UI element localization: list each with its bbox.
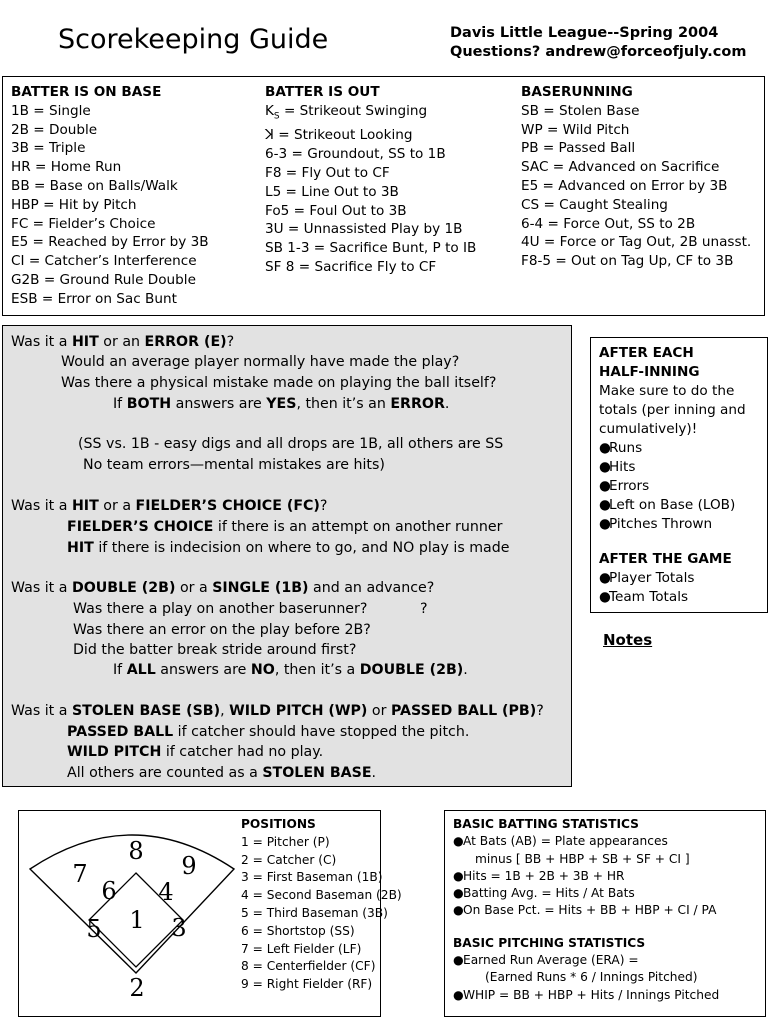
list-item: Fo5 = Foul Out to 3B	[265, 202, 407, 219]
positions-box	[18, 810, 402, 1017]
list-item: E5 = Reached by Error by 3B	[11, 234, 209, 251]
list-item: 1 = Pitcher (P)	[241, 834, 330, 849]
list-item: E5 = Advanced on Error by 3B	[521, 177, 728, 194]
bullet-icon: ●	[453, 903, 464, 918]
half-inning-heading-2: HALF-INNING	[599, 364, 700, 380]
list-item: 6 = Shortstop (SS)	[241, 923, 355, 938]
pitching-heading: BASIC PITCHING STATISTICS	[453, 935, 646, 950]
list-item: 5 = Third Baseman (3B)	[241, 905, 388, 920]
league-info	[450, 24, 746, 62]
on-base-column	[11, 83, 209, 309]
list-item: G2B = Ground Rule Double	[11, 271, 196, 288]
question-line: HIT if there is indecision on where to go, and NO play is made	[67, 540, 510, 556]
list-item: 3U = Unnassisted Play by 1B	[265, 221, 463, 238]
question-line: PASSED BALL if catcher should have stopped the pitch.	[67, 724, 470, 740]
list-item: ●Player Totals	[599, 570, 695, 586]
strikeout-swinging-symbol: K	[265, 102, 274, 119]
list-item: ●Left on Base (LOB)	[599, 497, 736, 513]
list-item: 9 = Right Fielder (RF)	[241, 977, 373, 992]
question-line: Was there an error on the play before 2B?	[73, 622, 371, 638]
list-item-continued: (Earned Runs * 6 / Innings Pitched)	[485, 970, 698, 985]
bullet-icon: ●	[453, 834, 464, 849]
list-item: 4U = Force or Tag Out, 2B unasst.	[521, 234, 752, 251]
bullet-icon: ●	[599, 459, 611, 475]
question-line: No team errors—mental mistakes are hits)	[83, 457, 385, 473]
league-name: Davis Little League--Spring 2004	[450, 25, 719, 41]
question-line: All others are counted as a STOLEN BASE.	[67, 765, 377, 781]
contact-line: Questions? andrew@forceofjuly.com	[450, 44, 747, 60]
out-column	[265, 83, 476, 277]
out-heading: BATTER IS OUT	[265, 84, 380, 100]
abbreviations-box	[2, 76, 765, 316]
field-diagram	[23, 815, 237, 1011]
position-number-ss: 6	[101, 877, 117, 905]
position-number-cf: 8	[128, 837, 144, 865]
list-item: ●Errors	[599, 478, 650, 494]
bullet-icon: ●	[599, 440, 611, 456]
bullet-icon: ●	[453, 953, 464, 968]
question-hit-or-error: Was it a HIT or an ERROR (E)?	[11, 334, 235, 350]
list-item: 2 = Catcher (C)	[241, 852, 337, 867]
page-title: Scorekeeping Guide	[58, 24, 329, 55]
list-item: ●Team Totals	[599, 589, 689, 605]
list-item	[265, 126, 476, 145]
list-item: ●Runs	[599, 440, 643, 456]
question-double-or-single: Was it a DOUBLE (2B) or a SINGLE (1B) and an advance?	[11, 580, 435, 596]
list-item: BB = Base on Balls/Walk	[11, 177, 178, 194]
position-number-3b: 5	[86, 915, 102, 943]
statistics-box	[444, 810, 766, 1017]
bullet-icon: ●	[599, 589, 611, 605]
list-item: 1B = Single	[11, 102, 91, 119]
position-number-p: 1	[129, 906, 145, 934]
list-item: WP = Wild Pitch	[521, 121, 630, 138]
half-inning-text: cumulatively)!	[599, 421, 698, 437]
list-item: CI = Catcher’s Interference	[11, 253, 197, 270]
question-line: Was there a physical mistake made on playing the ball itself?	[61, 375, 497, 391]
half-inning-box	[590, 337, 768, 613]
half-inning-text: Make sure to do the	[599, 383, 735, 399]
position-number-1b: 3	[171, 914, 187, 942]
list-item: SF 8 = Sacrifice Fly to CF	[265, 258, 437, 275]
half-inning-heading: AFTER EACH	[599, 345, 694, 361]
positions-heading: POSITIONS	[241, 817, 316, 831]
strikeout-swinging-subscript: S	[273, 111, 280, 122]
list-item	[265, 102, 476, 127]
list-item: CS = Caught Stealing	[521, 196, 668, 213]
list-item: SAC = Advanced on Sacrifice	[521, 159, 720, 176]
list-item: FC = Fielder’s Choice	[11, 215, 156, 232]
question-line: WILD PITCH if catcher had no play.	[67, 744, 324, 760]
bullet-icon: ●	[453, 886, 464, 901]
list-item: ●Hits = 1B + 2B + 3B + HR	[453, 868, 719, 885]
half-inning-text: totals (per inning and	[599, 402, 746, 418]
list-item: HBP = Hit by Pitch	[11, 196, 137, 213]
notes-label: Notes	[603, 631, 653, 649]
question-line: FIELDER’S CHOICE if there is an attempt on another runner	[67, 519, 503, 535]
list-item: 7 = Left Fielder (LF)	[241, 941, 362, 956]
list-item: ESB = Error on Sac Bunt	[11, 290, 177, 307]
bullet-icon: ●	[453, 868, 464, 883]
list-item: F8-5 = Out on Tag Up, CF to 3B	[521, 253, 734, 270]
list-item: 6-3 = Groundout, SS to 1B	[265, 146, 446, 163]
strikeout-swinging-text: = Strikeout Swinging	[279, 102, 428, 119]
list-item: 8 = Centerfielder (CF)	[241, 959, 376, 974]
list-item: 6-4 = Force Out, SS to 2B	[521, 215, 696, 232]
baserunning-column	[521, 83, 751, 271]
list-item: SB 1-3 = Sacrifice Bunt, P to IB	[265, 240, 477, 257]
bullet-icon: ●	[599, 497, 611, 513]
question-sb-wp-pb: Was it a STOLEN BASE (SB), WILD PITCH (WP) or PASSED BALL (PB)?	[11, 703, 544, 719]
list-item: F8 = Fly Out to CF	[265, 164, 390, 181]
question-line: If BOTH answers are YES, then it’s an ERROR.	[113, 396, 450, 412]
list-item: 3 = First Baseman (1B)	[241, 870, 383, 885]
baserunning-heading: BASERUNNING	[521, 84, 633, 100]
position-number-rf: 9	[181, 852, 197, 880]
list-item: 2B = Double	[11, 121, 98, 138]
on-base-heading: BATTER IS ON BASE	[11, 84, 162, 100]
list-item: L5 = Line Out to 3B	[265, 183, 399, 200]
list-item: ●Hits	[599, 459, 636, 475]
list-item: ●Earned Run Average (ERA) =	[453, 952, 719, 969]
list-item: ●Pitches Thrown	[599, 516, 713, 532]
bullet-icon: ●	[599, 570, 611, 586]
positions-list	[241, 816, 402, 994]
bullet-icon: ●	[599, 478, 611, 494]
question-line: Would an average player normally have made the play?	[61, 354, 460, 370]
position-number-lf: 7	[72, 860, 88, 888]
list-item: HR = Home Run	[11, 159, 122, 176]
list-item: ●At Bats (AB) = Plate appearances	[453, 833, 719, 850]
question-line: Did the batter break stride around first?	[73, 642, 357, 658]
question-line: Was there a play on another baserunner?	[73, 601, 368, 617]
position-number-c: 2	[129, 974, 145, 1002]
bullet-icon: ●	[599, 516, 611, 532]
list-item: 3B = Triple	[11, 140, 86, 157]
list-item: 4 = Second Baseman (2B)	[241, 888, 402, 903]
list-item: ●Batting Avg. = Hits / At Bats	[453, 885, 719, 902]
list-item-continued: minus [ BB + HBP + SB + SF + CI ]	[475, 851, 690, 866]
strikeout-looking-symbol: ꓘ	[265, 127, 274, 144]
list-item: SB = Stolen Base	[521, 102, 640, 119]
batting-heading: BASIC BATTING STATISTICS	[453, 817, 639, 831]
judgment-questions-box	[2, 325, 572, 787]
bullet-icon: ●	[453, 987, 464, 1002]
question-hit-or-fc: Was it a HIT or a FIELDER’S CHOICE (FC)?	[11, 498, 328, 514]
question-mark: ?	[420, 601, 428, 617]
question-line: If ALL answers are NO, then it’s a DOUBLE (2B).	[113, 662, 468, 678]
position-number-2b: 4	[158, 878, 174, 906]
list-item: PB = Passed Ball	[521, 140, 636, 157]
list-item: ●WHIP = BB + HBP + Hits / Innings Pitched	[453, 987, 719, 1004]
question-line: (SS vs. 1B - easy digs and all drops are 1B, all others are SS	[78, 436, 504, 452]
after-game-heading: AFTER THE GAME	[599, 551, 732, 567]
strikeout-looking-text: = Strikeout Looking	[273, 127, 413, 144]
list-item: ●On Base Pct. = Hits + BB + HBP + CI / PA	[453, 902, 719, 919]
